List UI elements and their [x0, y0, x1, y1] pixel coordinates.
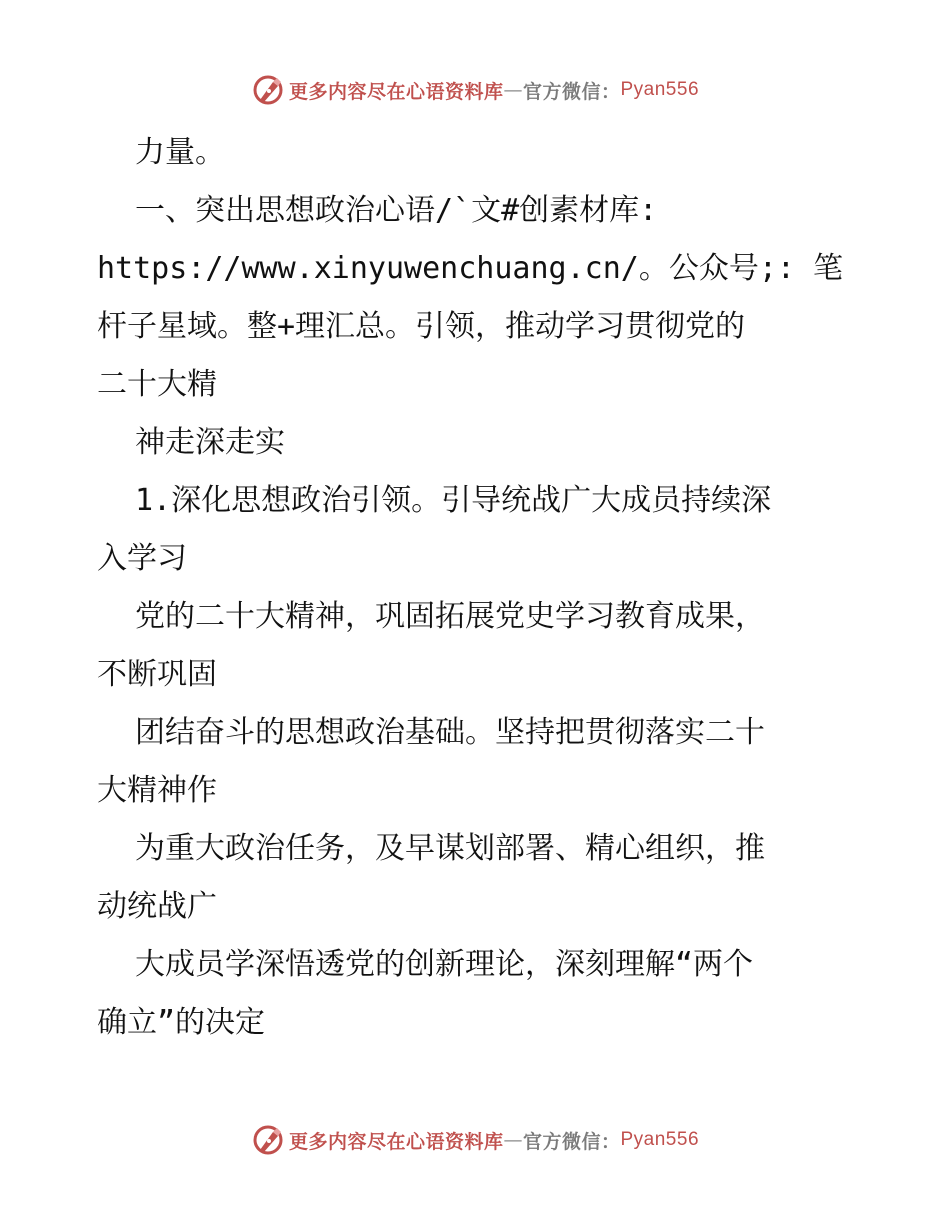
text-line: 1.深化思想政治引领。引导统战广大成员持续深: [135, 483, 772, 518]
text-line: 党的二十大精神，巩固拓展党史学习教育成果，: [135, 599, 765, 634]
banner-official-label: 官方微信：: [522, 80, 621, 103]
text-line: 确立”的决定: [97, 1005, 266, 1040]
text-line: 大精神作: [97, 773, 217, 808]
document-body: [97, 124, 857, 1052]
text-line: 杆子星域。整+理汇总。引领，推动学习贯彻党的: [97, 309, 746, 344]
banner-brand-text: 更多内容尽在心语资料库: [288, 80, 504, 103]
banner-wechat-id: Pyan556: [620, 1129, 700, 1150]
text-line: https://www.xinyuwenchuang.cn/。公众号;: 笔: [97, 251, 844, 286]
text-line: 神走深走实: [135, 425, 285, 460]
pen-nib-logo-icon: [251, 1123, 285, 1157]
text-line: 入学习: [97, 541, 187, 576]
banner-separator: —: [503, 79, 523, 101]
text-line: 动统战广: [97, 889, 217, 924]
header-banner: [0, 68, 950, 112]
banner-official-label: 官方微信：: [522, 1130, 621, 1153]
text-line: 团结奋斗的思想政治基础。坚持把贯彻落实二十: [135, 715, 765, 750]
banner-separator: —: [503, 1129, 523, 1151]
banner-brand-text: 更多内容尽在心语资料库: [288, 1130, 504, 1153]
footer-banner: [0, 1118, 950, 1162]
text-line: 大成员学深悟透党的创新理论，深刻理解“两个: [135, 947, 754, 982]
text-line: 二十大精: [97, 367, 217, 402]
text-line: 不断巩固: [97, 657, 217, 692]
text-line: 一、突出思想政治心语/`文#创素材库:: [135, 193, 658, 228]
text-line: 力量。: [135, 135, 225, 170]
banner-wechat-id: Pyan556: [620, 79, 700, 100]
pen-nib-logo-icon: [251, 73, 285, 107]
text-line: 为重大政治任务，及早谋划部署、精心组织，推: [135, 831, 765, 866]
